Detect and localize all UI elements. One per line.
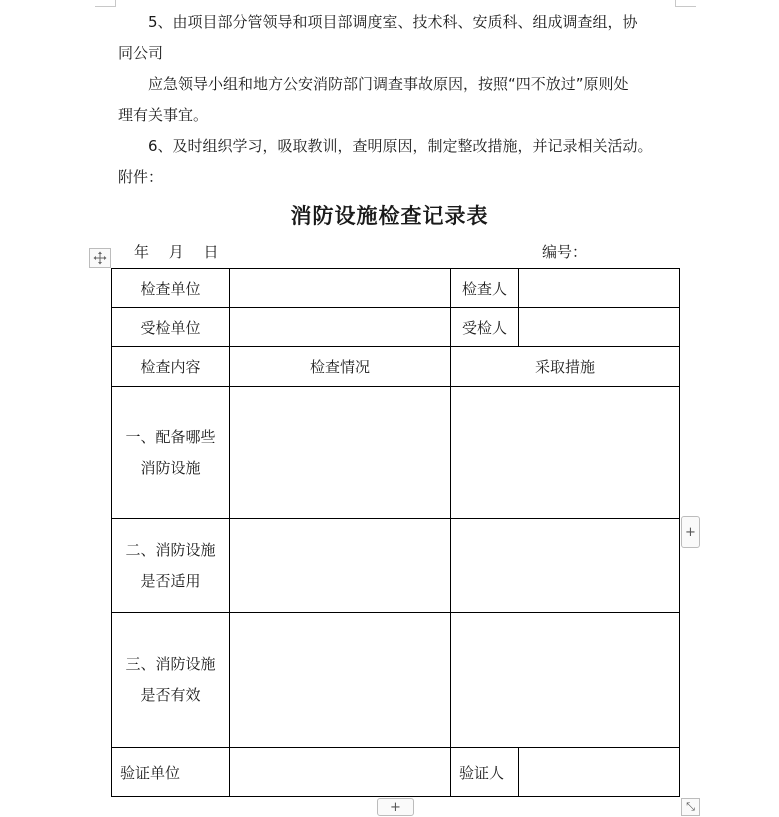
number-label: 编号： bbox=[542, 243, 588, 261]
move-icon bbox=[93, 251, 107, 265]
row-3-content-line-2: 是否有效 bbox=[140, 686, 201, 704]
inspection-record-table bbox=[111, 268, 680, 797]
row-1-content-line-1: 一、配备哪些 bbox=[125, 427, 216, 446]
content-header: 检查内容 bbox=[112, 347, 230, 387]
table-row bbox=[112, 308, 680, 347]
inspectee-label: 受检人 bbox=[451, 308, 519, 347]
paragraph-5-line-1: 5、由项目部分管领导和项目部调度室、技术科、安质科、组成调查组，协 bbox=[148, 13, 638, 31]
paragraph-lead-line-2: 理有关事宜。 bbox=[118, 106, 209, 124]
row-2-status[interactable] bbox=[230, 519, 451, 613]
page-corner-mark-right bbox=[675, 0, 696, 7]
inspect-unit-label: 检查单位 bbox=[112, 269, 230, 308]
table-row bbox=[112, 269, 680, 308]
table-row bbox=[112, 613, 680, 748]
add-column-button[interactable] bbox=[681, 516, 700, 548]
inspectee-value[interactable] bbox=[519, 308, 680, 347]
row-1-measures[interactable] bbox=[451, 387, 680, 519]
row-2-content bbox=[112, 519, 230, 613]
table-resize-handle[interactable] bbox=[681, 798, 700, 816]
row-3-content-line-1: 三、消防设施 bbox=[125, 655, 216, 673]
paragraph-lead-line-1: 应急领导小组和地方公安消防部门调查事故原因，按照“四不放过”原则处 bbox=[148, 75, 629, 93]
resize-icon: ⤡ bbox=[686, 800, 695, 813]
verify-unit-value[interactable] bbox=[230, 748, 451, 797]
table-row bbox=[112, 347, 680, 387]
table-move-handle[interactable] bbox=[89, 248, 111, 268]
inspector-value[interactable] bbox=[519, 269, 680, 308]
row-3-status[interactable] bbox=[230, 613, 451, 748]
row-3-content bbox=[112, 613, 230, 748]
date-label: 年 月 日 bbox=[134, 243, 219, 261]
row-3-measures[interactable] bbox=[451, 613, 680, 748]
paragraph-5-line-2: 同公司 bbox=[118, 44, 164, 62]
plus-icon: + bbox=[390, 799, 401, 815]
form-title: 消防设施检查记录表 bbox=[290, 203, 489, 228]
inspect-unit-value[interactable] bbox=[230, 269, 451, 308]
table-row bbox=[112, 748, 680, 797]
paragraph-6: 6、及时组织学习，吸取教训，查明原因，制定整改措施，并记录相关活动。 bbox=[148, 137, 653, 155]
row-1-content-line-2: 消防设施 bbox=[140, 458, 201, 477]
attachment-label: 附件： bbox=[118, 168, 164, 186]
add-row-button[interactable] bbox=[377, 798, 414, 816]
inspected-unit-value[interactable] bbox=[230, 308, 451, 347]
table-row bbox=[112, 519, 680, 613]
plus-icon: + bbox=[685, 524, 696, 540]
row-2-content-line-2: 是否适用 bbox=[140, 571, 201, 590]
verifier-value[interactable] bbox=[519, 748, 680, 797]
row-1-status[interactable] bbox=[230, 387, 451, 519]
row-2-measures[interactable] bbox=[451, 519, 680, 613]
verify-unit-label: 验证单位 bbox=[112, 748, 230, 797]
status-header: 检查情况 bbox=[230, 347, 451, 387]
measures-header: 采取措施 bbox=[451, 347, 680, 387]
inspector-label: 检查人 bbox=[451, 269, 519, 308]
page-corner-mark-left bbox=[95, 0, 116, 7]
table-row bbox=[112, 387, 680, 519]
inspected-unit-label: 受检单位 bbox=[112, 308, 230, 347]
verifier-label: 验证人 bbox=[451, 748, 519, 797]
row-1-content bbox=[112, 387, 230, 519]
row-2-content-line-1: 二、消防设施 bbox=[125, 540, 216, 559]
